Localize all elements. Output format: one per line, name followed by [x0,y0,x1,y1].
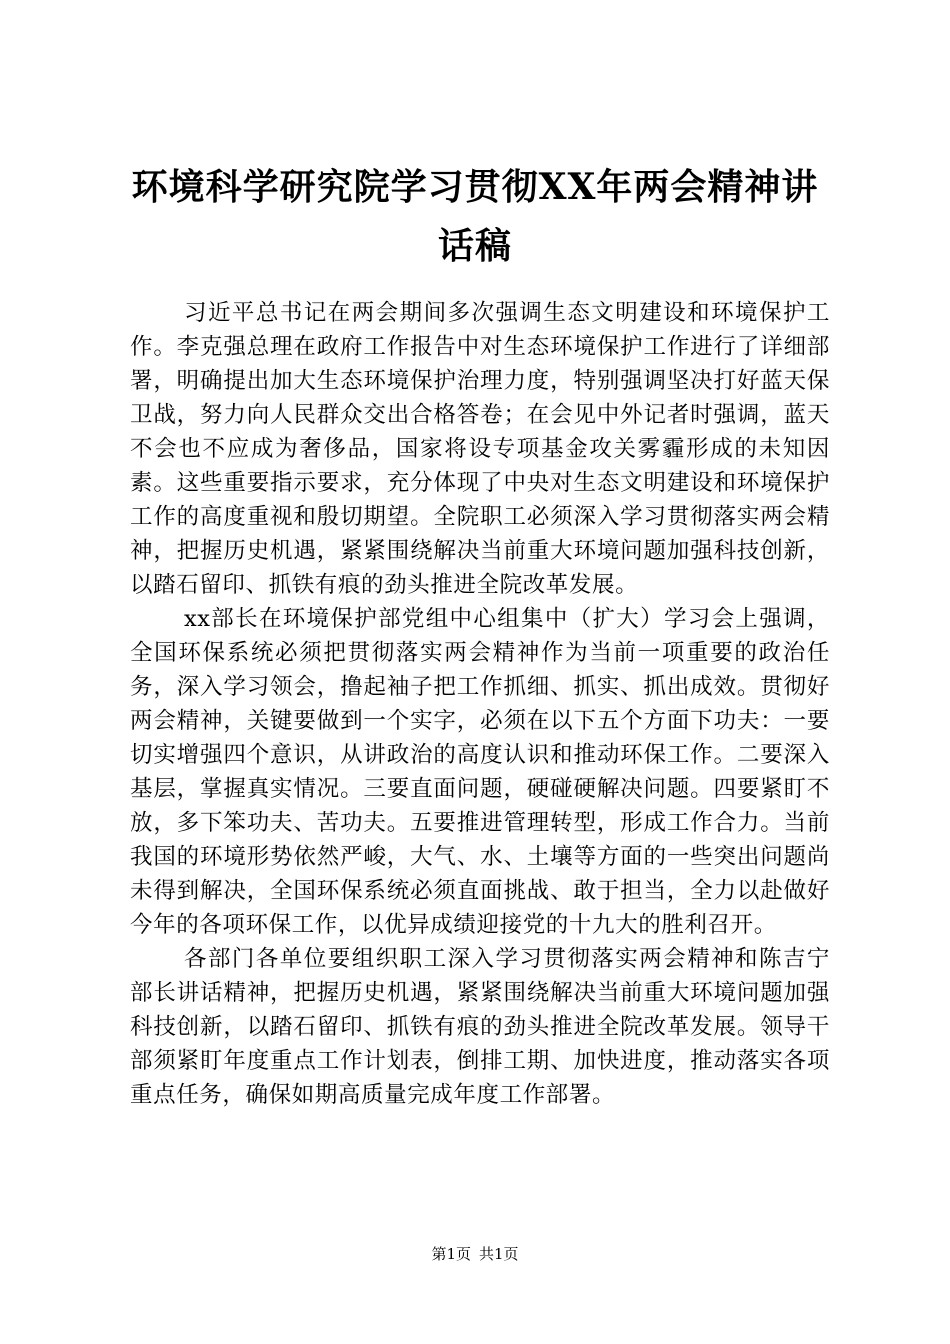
page-total: 共1页 [479,1245,519,1263]
paragraph-3: 各部门各单位要组织职工深入学习贯彻落实两会精神和陈吉宁部长讲话精神，把握历史机遇，紧紧围绕解决当前重大环境问题加强科技创新，以踏石留印、抓铁有痕的劲头推进全院改革发展。领导干部须紧盯年度重点工作计划表，倒排工期、加快进度，推动落实各项重点任务，确保如期高质量完成年度工作部署。 [130,946,830,1108]
document-body [130,296,830,1112]
paragraph-2: xx部长在环境保护部党组中心组集中（扩大）学习会上强调，全国环保系统必须把贯彻落实两会精神作为当前一项重要的政治任务，深入学习领会，撸起袖子把工作抓细、抓实、抓出成效。贯彻好两会精神，关键要做到一个实字，必须在以下五个方面下功夫：一要切实增强四个意识，从讲政治的高度认识和推动环保工作。二要深入基层，掌握真实情况。三要直面问题，硬碰硬解决问题。四要紧盯不放，多下笨功夫、苦功夫。五要推进管理转型，形成工作合力。当前我国的环境形势依然严峻，大气、水、土壤等方面的一些突出问题尚未得到解决，全国环保系统必须直面挑战、敢于担当，全力以赴做好今年的各项环保工作，以优异成绩迎接党的十九大的胜利召开。 [130,606,830,938]
paragraph-1: 习近平总书记在两会期间多次强调生态文明建设和环境保护工作。李克强总理在政府工作报告中对生态环境保护工作进行了详细部署，明确提出加大生态环境保护治理力度，特别强调坚决打好蓝天保卫战，努力向人民群众交出合格答卷；在会见中外记者时强调，蓝天不会也不应成为奢侈品，国家将设专项基金攻关雾霾形成的未知因素。这些重要指示要求，充分体现了中央对生态文明建设和环境保护工作的高度重视和殷切期望。全院职工必须深入学习贯彻落实两会精神，把握历史机遇，紧紧围绕解决当前重大环境问题加强科技创新，以踏石留印、抓铁有痕的劲头推进全院改革发展。 [130,300,830,598]
page-footer [0,1244,950,1264]
document-title: 环境科学研究院学习贯彻XX年两会精神讲话稿 [131,166,819,267]
page-number: 第1页 [431,1245,471,1263]
